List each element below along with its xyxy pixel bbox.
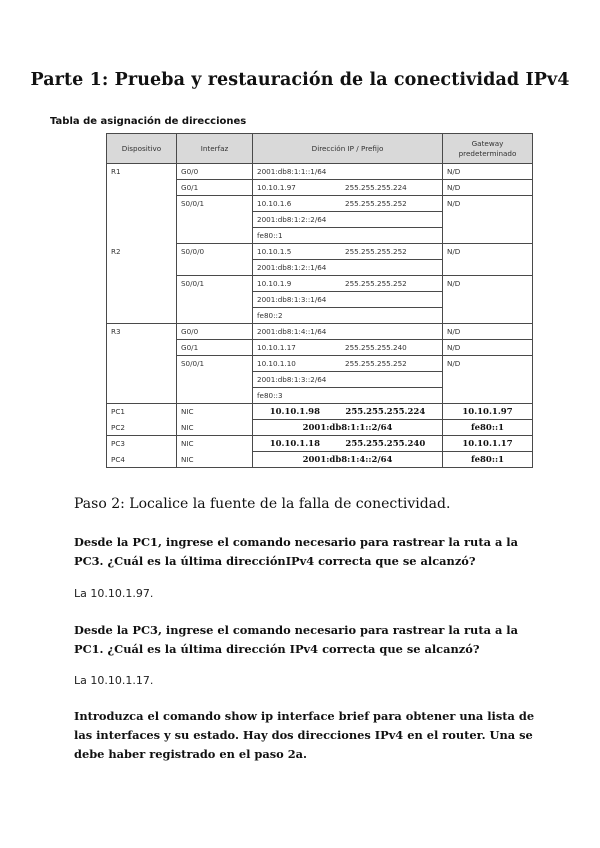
interface-cell: G0/1 <box>177 180 253 196</box>
header-gateway: Gateway predeterminado <box>443 134 533 164</box>
table-row <box>107 212 533 228</box>
device-cell: R2 <box>107 244 177 260</box>
gateway-cell: N/D <box>443 164 533 180</box>
question-3: Introduzca el comando show ip interface brief para obtener una lista de las interfaces y su estado. Hay dos direcciones IPv4 en el router. Una se debe haber registrado en el paso 2a. <box>74 709 535 761</box>
interface-cell: NIC <box>177 452 253 468</box>
interface-cell: G0/1 <box>177 340 253 356</box>
ip-value: 10.10.1.9 <box>257 279 292 288</box>
mask-value: 255.255.255.252 <box>345 247 407 256</box>
ip-value: 10.10.1.5 <box>257 247 292 256</box>
mask-value: 255.255.255.240 <box>345 438 426 449</box>
step-heading: Paso 2: Localice la fuente de la falla de conectividad. <box>74 496 451 512</box>
addressing-table <box>106 133 533 468</box>
device-cell: PC3 <box>107 436 177 452</box>
table-row <box>107 420 533 436</box>
table-row <box>107 260 533 276</box>
mask-value: 255.255.255.240 <box>345 343 407 352</box>
table-header-row <box>107 134 533 164</box>
device-cell: R3 <box>107 324 177 340</box>
gateway-cell: N/D <box>443 324 533 340</box>
interface-cell: S0/0/1 <box>177 276 253 292</box>
table-caption: Tabla de asignación de direcciones <box>50 116 247 127</box>
gateway-cell: N/D <box>443 244 533 260</box>
interface-cell: S0/0/1 <box>177 356 253 372</box>
table-row <box>107 324 533 340</box>
mask-value: 255.255.255.224 <box>345 406 426 417</box>
gateway-cell: 10.10.1.17 <box>443 436 533 452</box>
device-cell: PC4 <box>107 452 177 468</box>
gateway-cell: fe80::1 <box>443 452 533 468</box>
ipv6-cell: 2001:db8:1:4::2/64 <box>253 452 443 468</box>
answer-1: La 10.10.1.97. <box>74 587 154 600</box>
ipv6-cell: 2001:db8:1:2::2/64 <box>253 212 443 228</box>
gateway-cell: N/D <box>443 340 533 356</box>
mask-value: 255.255.255.252 <box>345 359 407 368</box>
device-cell: R1 <box>107 164 177 180</box>
gateway-cell: N/D <box>443 180 533 196</box>
ip-value: 10.10.1.97 <box>257 183 296 192</box>
ip-cell: 2001:db8:1:1::1/64 <box>253 164 443 180</box>
interface-cell: NIC <box>177 436 253 452</box>
answer-2: La 10.10.1.17. <box>74 674 154 687</box>
gateway-cell: N/D <box>443 196 533 212</box>
table-row <box>107 308 533 324</box>
mask-value: 255.255.255.224 <box>345 183 407 192</box>
table-row <box>107 276 533 292</box>
table-row <box>107 164 533 180</box>
question-1: Desde la PC1, ingrese el comando necesario para rastrear la ruta a la PC3. ¿Cuál es la última direcciónIPv4 correcta que se alcanzó? <box>74 535 518 568</box>
device-cell: PC1 <box>107 404 177 420</box>
table-row <box>107 436 533 452</box>
table-row <box>107 180 533 196</box>
table-row <box>107 404 533 420</box>
gateway-cell: 10.10.1.97 <box>443 404 533 420</box>
header-ip: Dirección IP / Prefijo <box>253 134 443 164</box>
interface-cell: G0/0 <box>177 164 253 180</box>
header-interface: Interfaz <box>177 134 253 164</box>
ip-value: 10.10.1.10 <box>257 359 296 368</box>
table-row <box>107 244 533 260</box>
table-row <box>107 452 533 468</box>
table-row <box>107 372 533 388</box>
interface-cell: S0/0/0 <box>177 244 253 260</box>
mask-value: 255.255.255.252 <box>345 199 407 208</box>
table-row <box>107 388 533 404</box>
mask-value: 255.255.255.252 <box>345 279 407 288</box>
link-local-cell: fe80::2 <box>253 308 443 324</box>
table-row <box>107 356 533 372</box>
page-title: Parte 1: Prueba y restauración de la conectividad IPv4 <box>30 70 570 90</box>
ipv6-cell: 2001:db8:1:3::2/64 <box>253 372 443 388</box>
question-2: Desde la PC3, ingrese el comando necesario para rastrear la ruta a la PC1. ¿Cuál es la última dirección IPv4 correcta que se alcanzó? <box>74 623 518 656</box>
gateway-cell: N/D <box>443 276 533 292</box>
header-device: Dispositivo <box>107 134 177 164</box>
interface-cell: NIC <box>177 420 253 436</box>
ipv6-cell: 2001:db8:1:3::1/64 <box>253 292 443 308</box>
gateway-cell: N/D <box>443 356 533 372</box>
ip-value: 10.10.1.17 <box>257 343 296 352</box>
ipv6-cell: 2001:db8:1:1::2/64 <box>253 420 443 436</box>
ip-value: 10.10.1.18 <box>269 438 320 449</box>
table-row <box>107 292 533 308</box>
gateway-cell: fe80::1 <box>443 420 533 436</box>
table-row <box>107 196 533 212</box>
ip-value: 10.10.1.6 <box>257 199 292 208</box>
link-local-cell: fe80::3 <box>253 388 443 404</box>
table-row <box>107 340 533 356</box>
device-cell: PC2 <box>107 420 177 436</box>
interface-cell: NIC <box>177 404 253 420</box>
table-row <box>107 228 533 244</box>
ip-value: 10.10.1.98 <box>269 406 320 417</box>
interface-cell: S0/0/1 <box>177 196 253 212</box>
link-local-cell: fe80::1 <box>253 228 443 244</box>
ip-cell: 2001:db8:1:4::1/64 <box>253 324 443 340</box>
ipv6-cell: 2001:db8:1:2::1/64 <box>253 260 443 276</box>
interface-cell: G0/0 <box>177 324 253 340</box>
